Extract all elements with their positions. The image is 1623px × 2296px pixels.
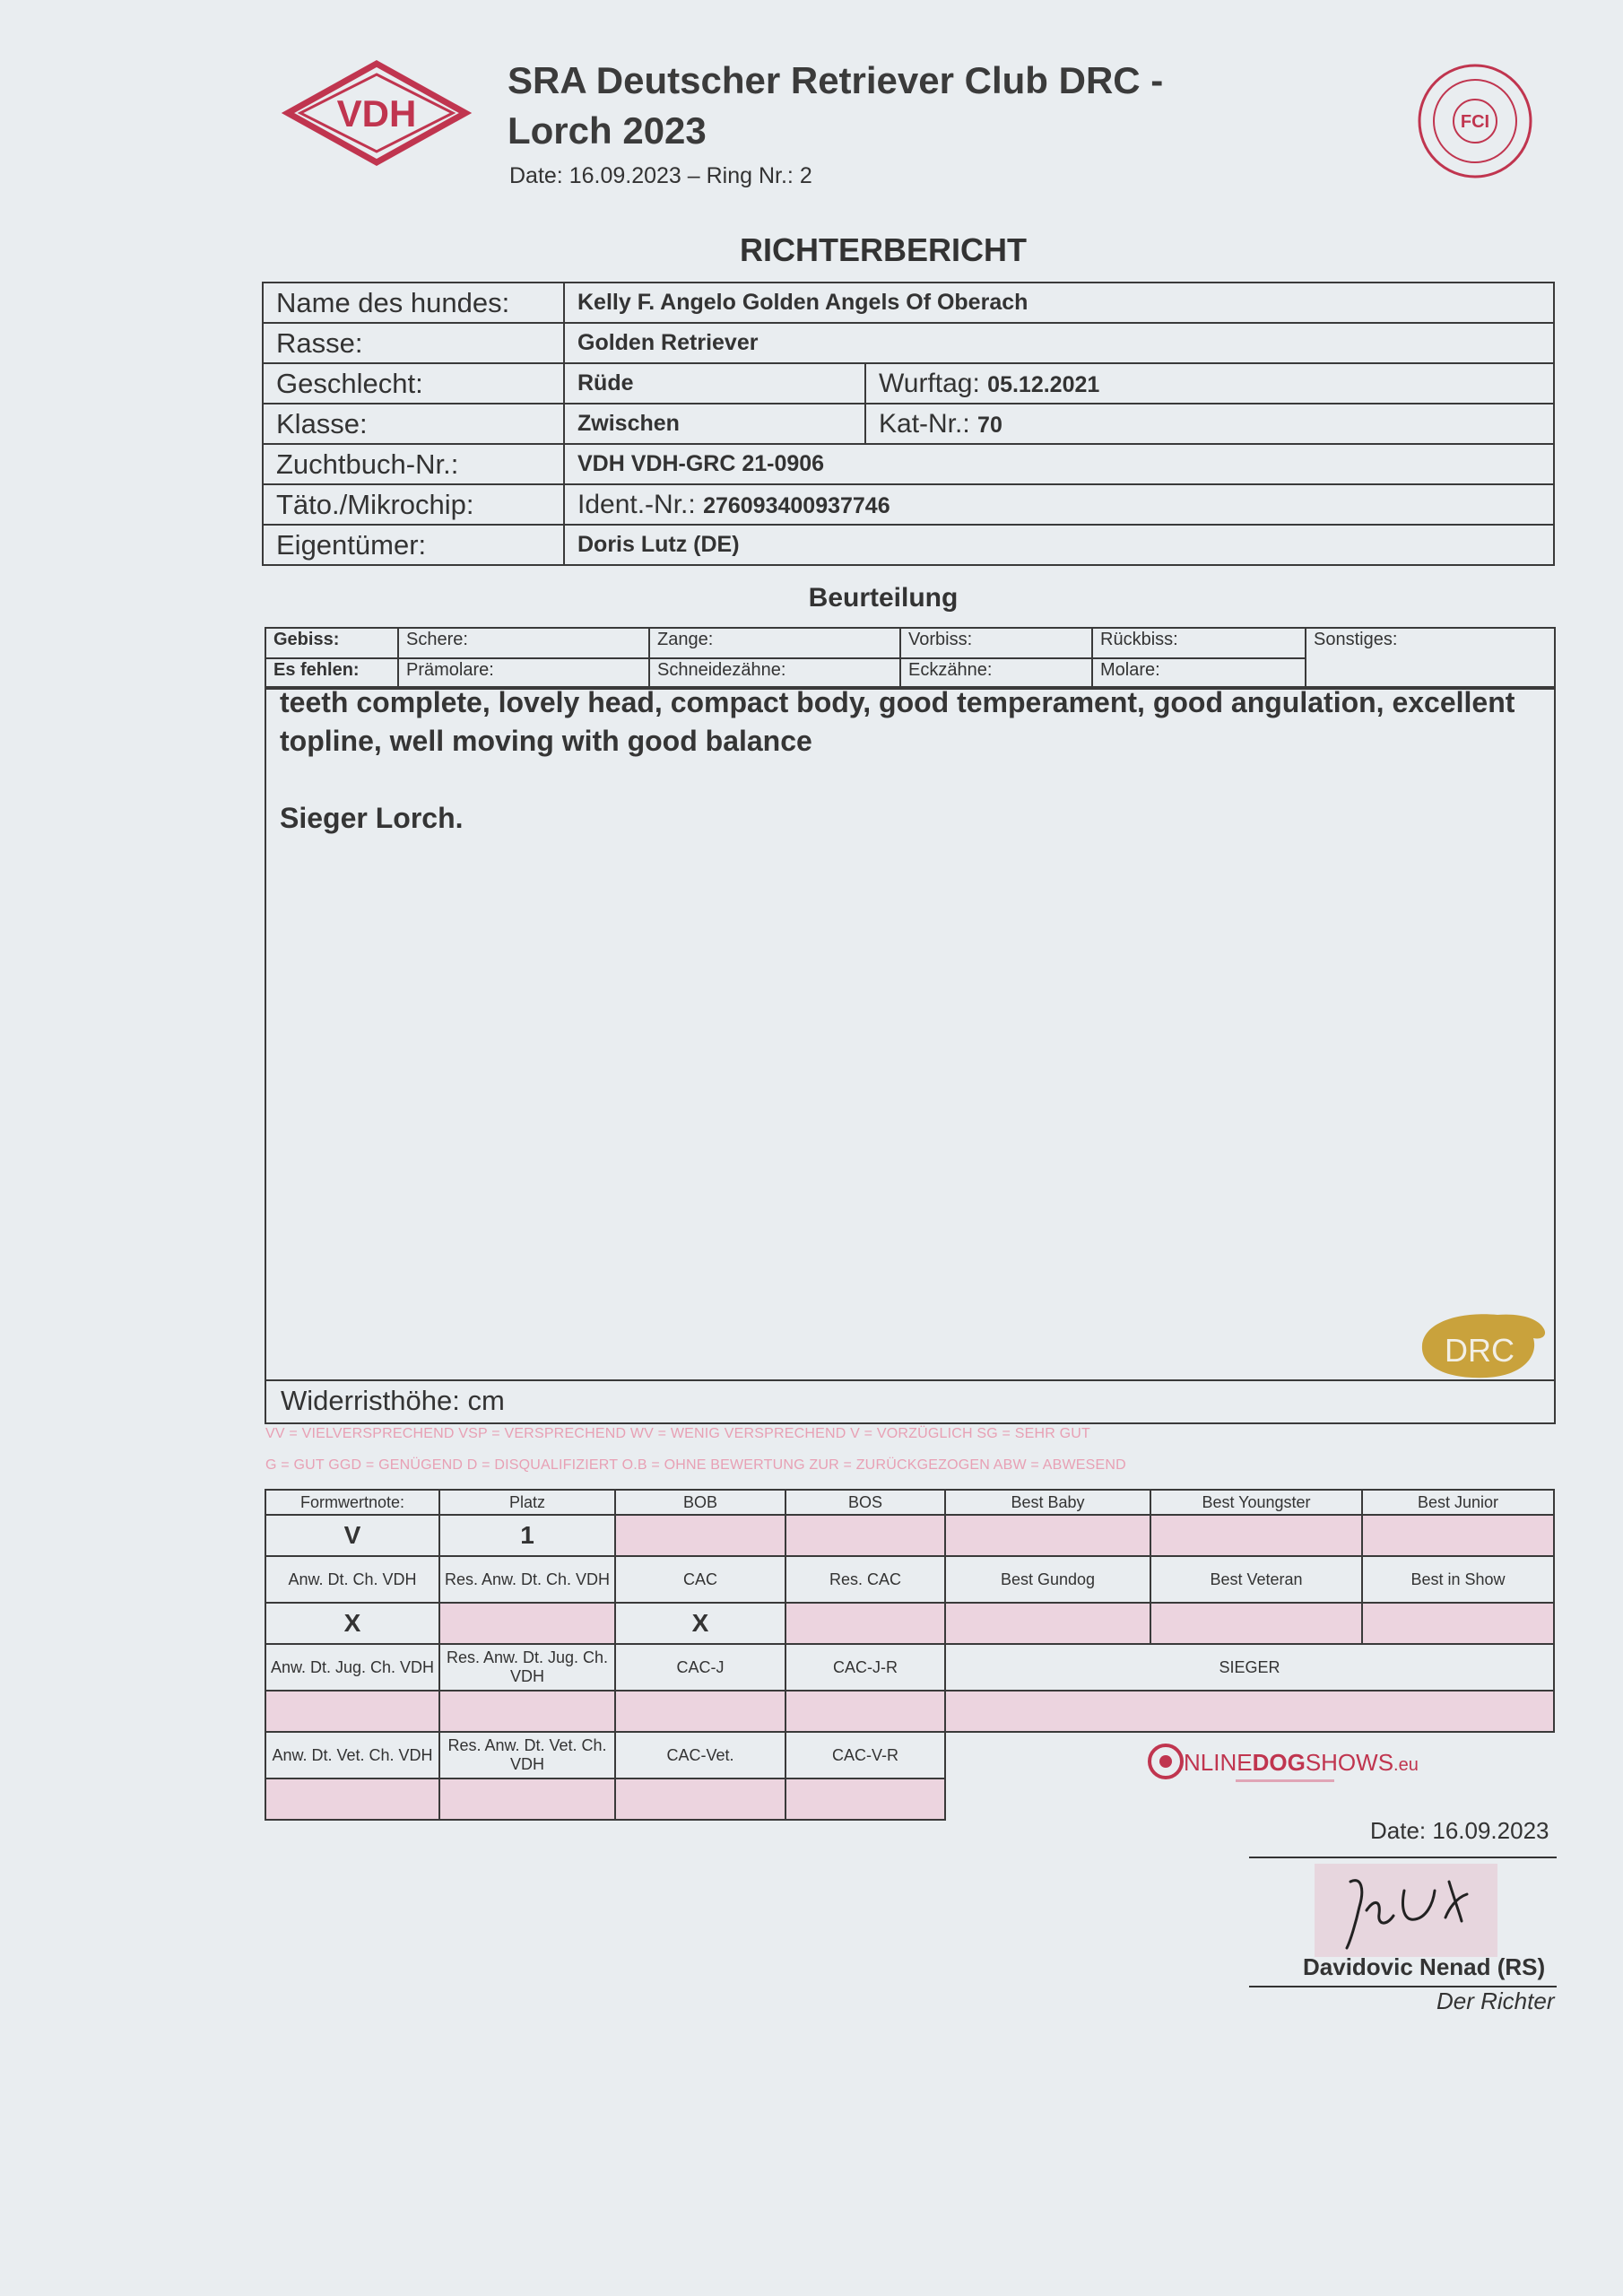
result-header: Best Gundog <box>945 1556 1150 1603</box>
result-value <box>1362 1603 1554 1644</box>
info-row-studbook <box>263 444 1554 484</box>
judge-role: Der Richter <box>1436 1987 1555 2014</box>
svg-text:VDH: VDH <box>336 92 417 135</box>
label-class: Klasse: <box>263 404 564 444</box>
result-header: Anw. Dt. Ch. VDH <box>265 1556 439 1603</box>
value-birthdate: Wurftag: 05.12.2021 <box>865 363 1554 404</box>
result-value <box>265 1779 439 1820</box>
result-value: 1 <box>439 1515 615 1556</box>
result-header: CAC-Vet. <box>615 1732 785 1779</box>
result-header: Res. Anw. Dt. Vet. Ch. VDH <box>439 1732 615 1779</box>
result-header: Formwertnote: <box>265 1490 439 1515</box>
result-value <box>615 1691 785 1732</box>
value-studbook: VDH VDH-GRC 21-0906 <box>564 444 1554 484</box>
result-header: Best Baby <box>945 1490 1150 1515</box>
result-value <box>945 1603 1150 1644</box>
result-header: CAC-J <box>615 1644 785 1691</box>
result-value <box>785 1515 945 1556</box>
result-header: Res. Anw. Dt. Jug. Ch. VDH <box>439 1644 615 1691</box>
value-class: Zwischen <box>564 404 865 444</box>
vdh-logo <box>282 58 471 168</box>
teeth-table <box>265 627 1556 690</box>
svg-text:FCI: FCI <box>1460 112 1490 132</box>
teeth-cell: Rückbiss: <box>1092 628 1306 658</box>
result-header: BOB <box>615 1490 785 1515</box>
result-value <box>785 1603 945 1644</box>
result-value <box>1362 1515 1554 1556</box>
teeth-cell: Schneidezähne: <box>649 658 900 689</box>
signature-date: Date: 16.09.2023 <box>1370 1817 1549 1844</box>
result-header: Res. CAC <box>785 1556 945 1603</box>
result-header: Platz <box>439 1490 615 1515</box>
result-value <box>439 1691 615 1732</box>
value-breed: Golden Retriever <box>564 323 1554 363</box>
label-studbook: Zuchtbuch-Nr.: <box>263 444 564 484</box>
result-value <box>785 1779 945 1820</box>
result-header: CAC-J-R <box>785 1644 945 1691</box>
result-value <box>945 1691 1554 1732</box>
teeth-cell: Zange: <box>649 628 900 658</box>
result-value <box>1150 1515 1362 1556</box>
label-chip: Täto./Mikrochip: <box>263 484 564 525</box>
judge-signature <box>1315 1864 1497 1957</box>
result-header: Anw. Dt. Vet. Ch. VDH <box>265 1732 439 1779</box>
info-row-breed <box>263 323 1554 363</box>
teeth-cell: Schere: <box>398 628 649 658</box>
withers-height: Widerristhöhe: cm <box>265 1379 1556 1424</box>
legend-line-2: G = GUT GGD = GENÜGEND D = DISQUALIFIZIERT O.B = OHNE BEWERTUNG ZUR = ZURÜCKGEZOGEN ABW = ABWESEND <box>265 1457 1126 1473</box>
page-title: SRA Deutscher Retriever Club DRC - Lorch 2023 <box>508 59 1164 152</box>
onlinedogshows-logo <box>1146 1740 1419 1790</box>
value-catalog-number: Kat-Nr.: 70 <box>865 404 1554 444</box>
teeth-cell: Vorbiss: <box>900 628 1092 658</box>
label-owner: Eigentümer: <box>263 525 564 565</box>
label-breed: Rasse: <box>263 323 564 363</box>
info-row-owner <box>263 525 1554 565</box>
teeth-cell: Es fehlen: <box>265 658 398 689</box>
info-row-sex <box>263 363 1554 404</box>
result-header: BOS <box>785 1490 945 1515</box>
result-header: Best in Show <box>1362 1556 1554 1603</box>
value-name: Kelly F. Angelo Golden Angels Of Oberach <box>564 283 1554 323</box>
judge-name: Davidovic Nenad (RS) <box>1303 1953 1546 1980</box>
teeth-cell: Eckzähne: <box>900 658 1092 689</box>
result-header: CAC-V-R <box>785 1732 945 1779</box>
svg-text:DRC: DRC <box>1445 1332 1515 1369</box>
result-header: CAC <box>615 1556 785 1603</box>
result-value <box>785 1691 945 1732</box>
event-date-ring: Date: 16.09.2023 – Ring Nr.: 2 <box>509 163 812 188</box>
result-header: Res. Anw. Dt. Ch. VDH <box>439 1556 615 1603</box>
result-header: Best Youngster <box>1150 1490 1362 1515</box>
teeth-cell: Gebiss: <box>265 628 398 658</box>
result-header: Best Junior <box>1362 1490 1554 1515</box>
info-row-class <box>263 404 1554 444</box>
result-header: Best Veteran <box>1150 1556 1362 1603</box>
signature-line-top <box>1249 1857 1557 1858</box>
svg-text:NLINEDOGSHOWS.eu: NLINEDOGSHOWS.eu <box>1184 1749 1419 1776</box>
drc-logo <box>1415 1302 1549 1383</box>
result-value <box>439 1779 615 1820</box>
label-name: Name des hundes: <box>263 283 564 323</box>
result-value <box>615 1515 785 1556</box>
fci-logo <box>1415 61 1535 181</box>
result-value: X <box>615 1603 785 1644</box>
teeth-cell: Molare: <box>1092 658 1306 689</box>
legend-line-1: VV = VIELVERSPRECHEND VSP = VERSPRECHEND WV = WENIG VERSPRECHEND V = VORZÜGLICH SG = SEHR GUT <box>265 1426 1090 1441</box>
result-value: X <box>265 1603 439 1644</box>
value-chip: Ident.-Nr.: 276093400937746 <box>564 484 1554 525</box>
label-sex: Geschlecht: <box>263 363 564 404</box>
result-value <box>1150 1603 1362 1644</box>
result-value <box>265 1691 439 1732</box>
teeth-cell: Prämolare: <box>398 658 649 689</box>
teeth-cell: Sonstiges: <box>1306 628 1555 689</box>
result-header: Anw. Dt. Jug. Ch. VDH <box>265 1644 439 1691</box>
report-title: RICHTERBERICHT <box>740 231 1027 268</box>
result-value: V <box>265 1515 439 1556</box>
result-value <box>945 1515 1150 1556</box>
info-row-name <box>263 283 1554 323</box>
assessment-heading: Beurteilung <box>808 583 959 613</box>
value-owner: Doris Lutz (DE) <box>564 525 1554 565</box>
judge-comment: teeth complete, lovely head, compact body, good temperament, good angulation, excellent topline, well moving with good balance Sieger Lorch. <box>280 686 1515 834</box>
dog-info-table <box>262 282 1555 566</box>
info-row-chip <box>263 484 1554 525</box>
result-value <box>615 1779 785 1820</box>
value-sex: Rüde <box>564 363 865 404</box>
result-header: SIEGER <box>945 1644 1554 1691</box>
result-value <box>439 1603 615 1644</box>
